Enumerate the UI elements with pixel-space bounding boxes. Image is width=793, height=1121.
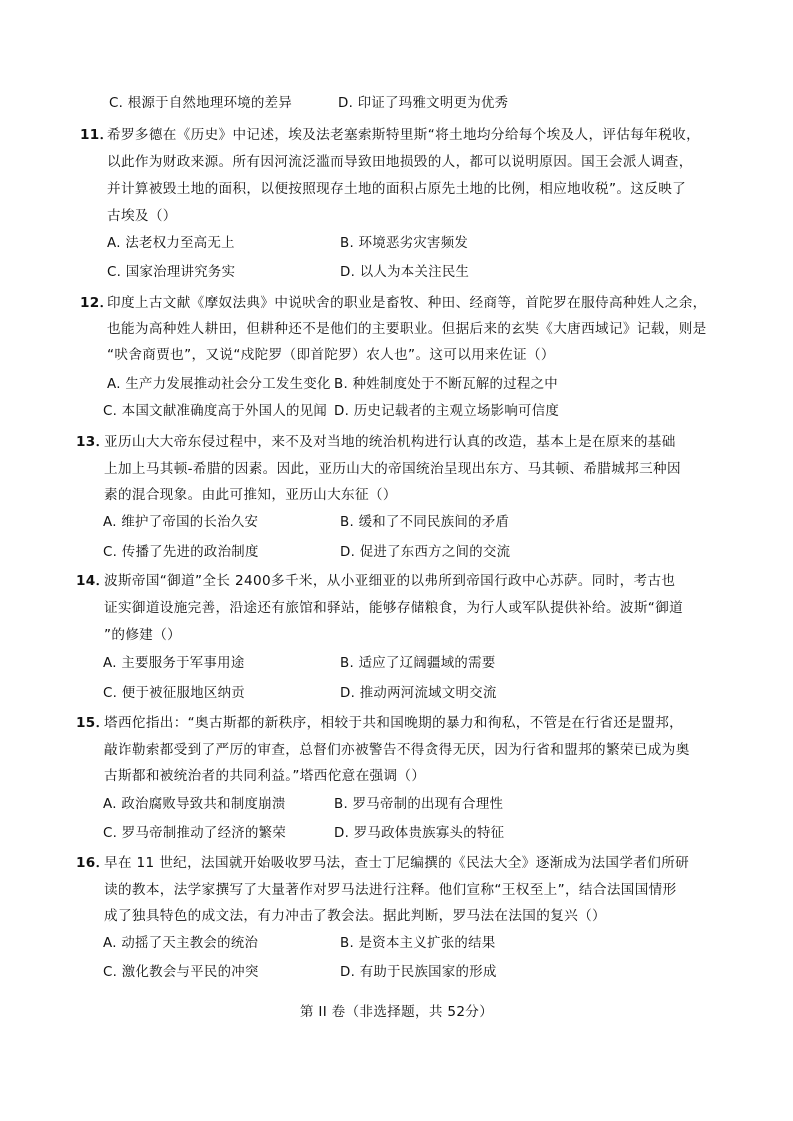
option-b: B. 种姓制度处于不断瓦解的过程之中 — [334, 377, 558, 392]
option-a: A. 主要服务于军事用途 — [103, 656, 245, 671]
question-text-line: 敲诈勒索都受到了严厉的审查，总督们亦被警告不得贪得无厌，因为行省和盟邦的繁荣已成为奥 — [104, 742, 690, 758]
question-text-line: 读的教本，法学家撰写了大量著作对罗马法进行注释。他们宣称“王权至上”，结合法国国情形 — [104, 882, 677, 898]
option-d: D. 推动两河流域文明交流 — [340, 686, 497, 701]
option-a: A. 维护了帝国的长治久安 — [103, 515, 259, 530]
option-c: C. 传播了先进的政治制度 — [103, 545, 259, 560]
option-d: D. 有助于民族国家的形成 — [340, 965, 497, 980]
question-text-line: 亚历山大大帝东侵过程中，来不及对当地的统治机构进行认真的改造，基本上是在原来的基础 — [104, 434, 676, 450]
question-number: 14． — [76, 573, 110, 589]
question-number: 16． — [76, 855, 110, 871]
q10-option-d: D. 印证了玛雅文明更为优秀 — [338, 96, 509, 111]
question-number: 12． — [80, 295, 114, 311]
question-text-line: 早在 11 世纪，法国就开始吸收罗马法，查士丁尼编撰的《民法大全》逐渐成为法国学者们所研 — [104, 855, 690, 871]
question-text-line: 印度上古文献《摩奴法典》中说吠舍的职业是畜牧、种田、经商等，首陀罗在服侍高种姓人之余， — [107, 295, 707, 311]
question-number: 15． — [76, 715, 110, 731]
option-a: A. 生产力发展推动社会分工发生变化 — [107, 377, 331, 392]
option-c: C. 罗马帝制推动了经济的繁荣 — [103, 826, 287, 841]
q10-option-c: C. 根源于自然地理环境的差异 — [109, 96, 293, 111]
question-text-line: 以此作为财政来源。所有因河流泛滥而导致田地损毁的人，都可以说明原因。国王会派人调查， — [107, 154, 693, 170]
question-text-line: 成了独具特色的成文法，有力冲击了教会法。据此判断，罗马法在法国的复兴（） — [104, 908, 606, 924]
option-d: D. 罗马政体贵族寡头的特征 — [334, 826, 505, 841]
option-b: B. 缓和了不同民族间的矛盾 — [340, 515, 510, 530]
option-c: C. 激化教会与平民的冲突 — [103, 965, 259, 980]
option-d: D. 促进了东西方之间的交流 — [340, 545, 511, 560]
question-text-line: “吠舍商贾也”，又说“戍陀罗（即首陀罗）农人也”。这可以用来佐证（） — [107, 347, 555, 363]
question-text-line: 证实御道设施完善，沿途还有旅馆和驿站，能够存储粮食，为行人或军队提供补给。波斯“御道 — [104, 600, 684, 616]
question-text-line: 上加上马其顿-希腊的因素。因此，亚历山大的帝国统治呈现出东方、马其顿、希腊城邦三种因 — [104, 461, 681, 477]
question-text-line: 并计算被毁土地的面积，以便按照现存土地的面积占原先土地的比例，相应地收税”。这反映了 — [107, 181, 687, 197]
option-a: A. 法老权力至高无上 — [107, 236, 235, 251]
option-d: D. 以人为本关注民生 — [340, 265, 470, 280]
question-number: 13． — [76, 434, 110, 450]
option-c: C. 本国文献准确度高于外国人的见闻 — [103, 404, 328, 419]
option-c: C. 便于被征服地区纳贡 — [103, 686, 245, 701]
option-a: A. 政治腐败导致共和制度崩溃 — [103, 797, 286, 812]
question-text-line: ”的修建（） — [104, 627, 182, 643]
question-text-line: 也能为高种姓人耕田，但耕种还不是他们的主要职业。但据后来的玄奘《大唐西域记》记载，则是 — [107, 321, 707, 337]
question-text-line: 希罗多德在《历史》中记述，埃及法老塞索斯特里斯“将土地均分给每个埃及人，评估每年税收， — [107, 127, 701, 143]
option-b: B. 罗马帝制的出现有合理性 — [334, 797, 504, 812]
question-text-line: 塔西佗指出：“奥古斯都的新秩序，相较于共和国晚期的暴力和徇私，不管是在行省还是盟邦， — [104, 715, 684, 731]
section-heading: 第 II 卷（非选择题，共 52分） — [299, 1004, 494, 1020]
option-b: B. 适应了辽阔疆域的需要 — [340, 656, 496, 671]
option-c: C. 国家治理讲究务实 — [107, 265, 236, 280]
option-b: B. 是资本主义扩张的结果 — [340, 936, 496, 951]
question-number: 11． — [80, 127, 114, 143]
option-d: D. 历史记载者的主观立场影响可信度 — [334, 404, 560, 419]
question-text-line: 素的混合现象。由此可推知，亚历山大东征（） — [104, 487, 397, 503]
question-text-line: 古埃及（） — [107, 208, 177, 224]
option-b: B. 环境恶劣灾害频发 — [340, 236, 469, 251]
question-text-line: 波斯帝国“御道”全长 2400多千米，从小亚细亚的以弗所到帝国行政中心苏萨。同时，考古也 — [104, 573, 676, 589]
option-a: A. 动摇了天主教会的统治 — [103, 936, 259, 951]
question-text-line: 古斯都和被统治者的共同利益。”塔西佗意在强调（） — [104, 768, 426, 784]
